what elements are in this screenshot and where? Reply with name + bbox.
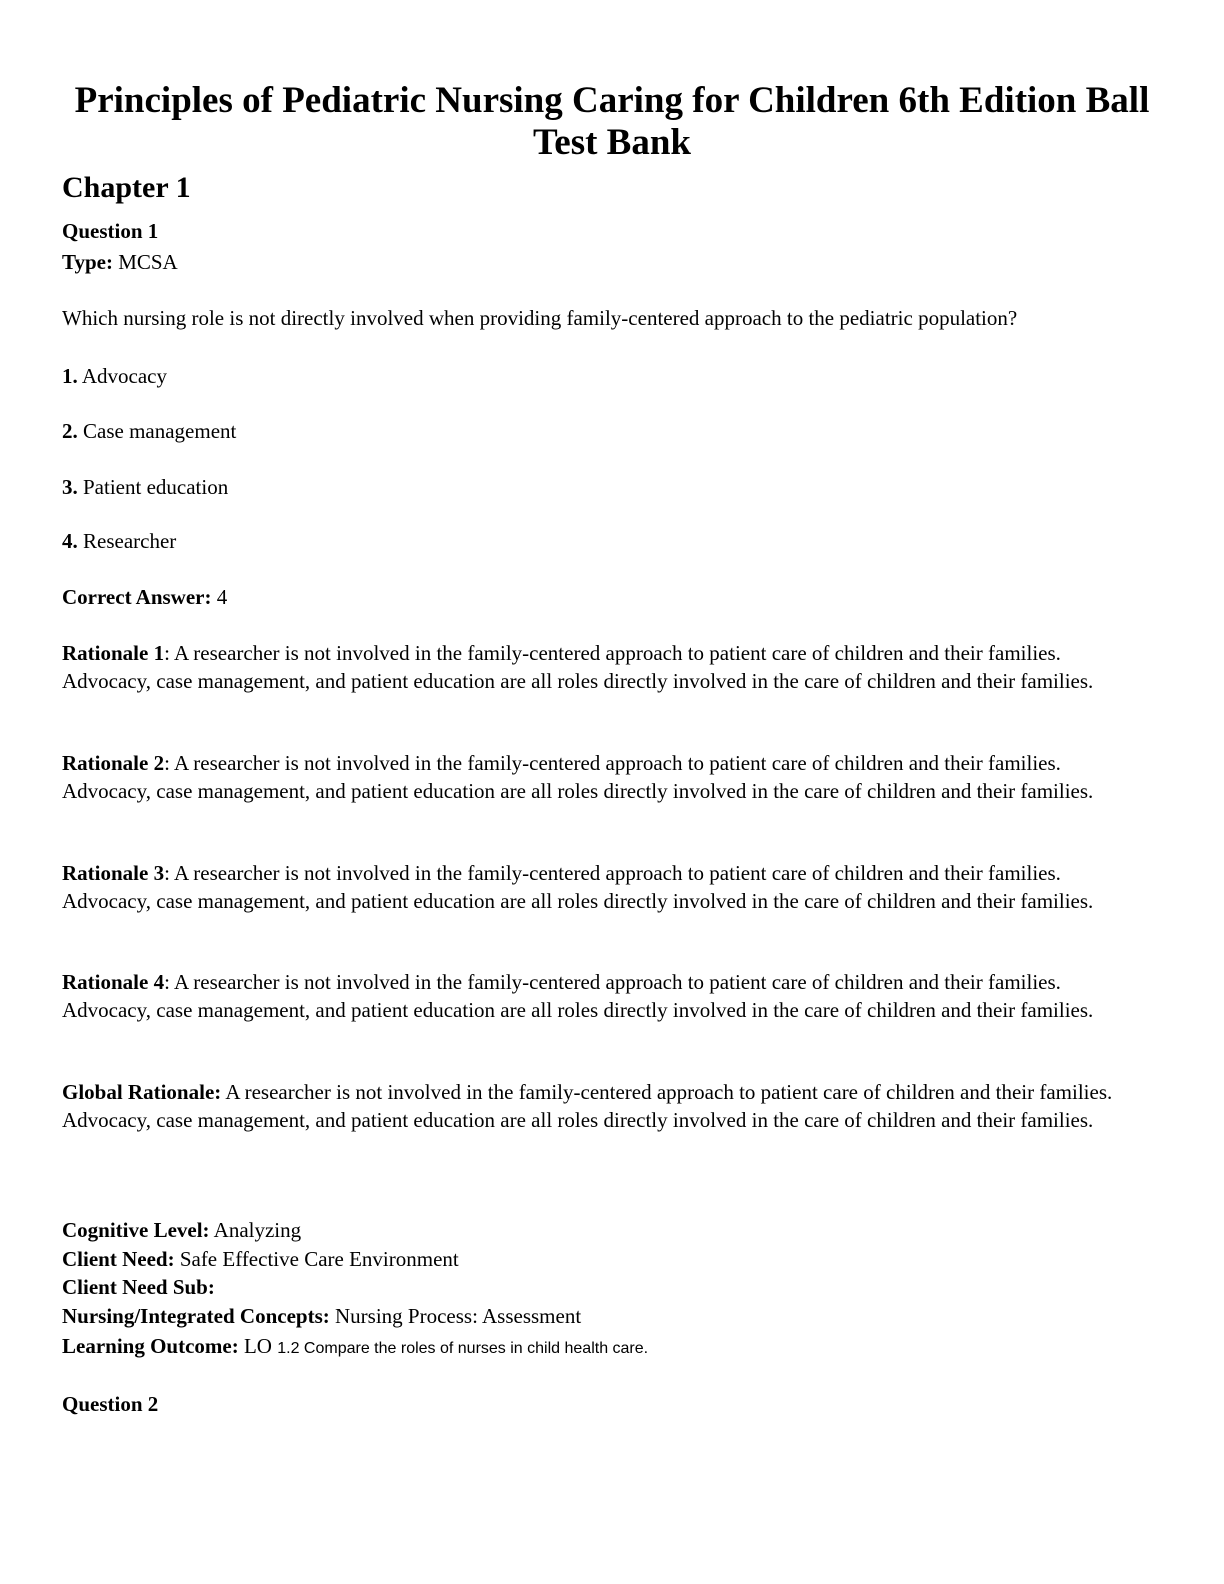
option-3 bbox=[62, 474, 228, 501]
client-need-sub bbox=[62, 1274, 215, 1301]
question-1-heading bbox=[62, 218, 158, 245]
correct-answer bbox=[62, 584, 227, 611]
learning-outcome-text: 1.2 Compare the roles of nurses in child health care. bbox=[277, 1340, 649, 1357]
option-3-text: Patient education bbox=[83, 475, 229, 499]
client-need-value: Safe Effective Care Environment bbox=[179, 1247, 459, 1271]
type-value: MCSA bbox=[118, 250, 178, 274]
rationale-4 bbox=[62, 969, 1147, 1024]
correct-answer-value: 4 bbox=[216, 585, 228, 609]
option-1 bbox=[62, 363, 167, 390]
global-rationale-label: Global Rationale: bbox=[62, 1080, 222, 1104]
learning-outcome-prefix: LO bbox=[243, 1334, 272, 1358]
rationale-3 bbox=[62, 860, 1147, 915]
rationale-2-label: Rationale 2 bbox=[62, 751, 165, 775]
learning-outcome-label: Learning Outcome: bbox=[62, 1334, 239, 1358]
rationale-3-text: A researcher is not involved in the family-centered approach to patient care of children and their families. Advocacy, case management, and patient education are all roles directly involved in the care of children and their families. bbox=[62, 861, 1094, 913]
cognitive-level bbox=[62, 1217, 301, 1244]
option-4 bbox=[62, 528, 176, 555]
rationale-1-text: A researcher is not involved in the family-centered approach to patient care of children and their families. Advocacy, case management, and patient education are all roles directly involved in the care of children and their families. bbox=[62, 641, 1094, 693]
option-4-number: 4. bbox=[62, 529, 78, 553]
option-4-text: Researcher bbox=[83, 529, 177, 553]
rationale-2-separator: : bbox=[164, 751, 170, 775]
rationale-3-label: Rationale 3 bbox=[62, 861, 165, 885]
option-3-number: 3. bbox=[62, 475, 78, 499]
cognitive-level-label: Cognitive Level: bbox=[62, 1218, 210, 1242]
client-need bbox=[62, 1246, 459, 1273]
global-rationale-text: A researcher is not involved in the family-centered approach to patient care of children and their families. Advocacy, case management, and patient education are all roles directly involved in the care of children and their families. bbox=[62, 1080, 1113, 1132]
option-1-text: Advocacy bbox=[81, 364, 167, 388]
nursing-concepts-label: Nursing/Integrated Concepts: bbox=[62, 1304, 330, 1328]
type-label: Type: bbox=[62, 250, 113, 274]
learning-outcome bbox=[62, 1333, 648, 1362]
rationale-2-text: A researcher is not involved in the family-centered approach to patient care of children and their families. Advocacy, case management, and patient education are all roles directly involved in the care of children and their families. bbox=[62, 751, 1094, 803]
rationale-4-text: A researcher is not involved in the family-centered approach to patient care of children and their families. Advocacy, case management, and patient education are all roles directly involved in the care of children and their families. bbox=[62, 970, 1094, 1022]
nursing-concepts bbox=[62, 1303, 581, 1330]
option-1-number: 1. bbox=[62, 364, 78, 388]
option-2 bbox=[62, 418, 236, 445]
global-rationale bbox=[62, 1079, 1147, 1134]
rationale-1 bbox=[62, 640, 1147, 695]
rationale-4-label: Rationale 4 bbox=[62, 970, 165, 994]
document-title: Principles of Pediatric Nursing Caring for Children 6th Edition Ball Test Bank bbox=[74, 80, 1150, 163]
option-2-number: 2. bbox=[62, 419, 78, 443]
question-1-type bbox=[62, 249, 178, 276]
rationale-2 bbox=[62, 750, 1147, 805]
question-1-label: Question 1 bbox=[62, 219, 159, 243]
cognitive-level-value: Analyzing bbox=[213, 1218, 302, 1242]
question-2-label: Question 2 bbox=[62, 1392, 159, 1416]
rationale-1-label: Rationale 1 bbox=[62, 641, 165, 665]
option-2-text: Case management bbox=[83, 419, 237, 443]
client-need-sub-label: Client Need Sub: bbox=[62, 1275, 215, 1299]
correct-answer-label: Correct Answer: bbox=[62, 585, 212, 609]
chapter-heading: Chapter 1 bbox=[62, 171, 191, 204]
rationale-4-separator: : bbox=[164, 970, 170, 994]
rationale-1-separator: : bbox=[164, 641, 170, 665]
client-need-label: Client Need: bbox=[62, 1247, 175, 1271]
question-1-stem: Which nursing role is not directly involved when providing family-centered approach to the pediatric population? bbox=[62, 306, 1018, 330]
document-page bbox=[62, 0, 1162, 1584]
question-2-heading bbox=[62, 1391, 158, 1418]
rationale-3-separator: : bbox=[164, 861, 170, 885]
nursing-concepts-value: Nursing Process: Assessment bbox=[335, 1304, 582, 1328]
